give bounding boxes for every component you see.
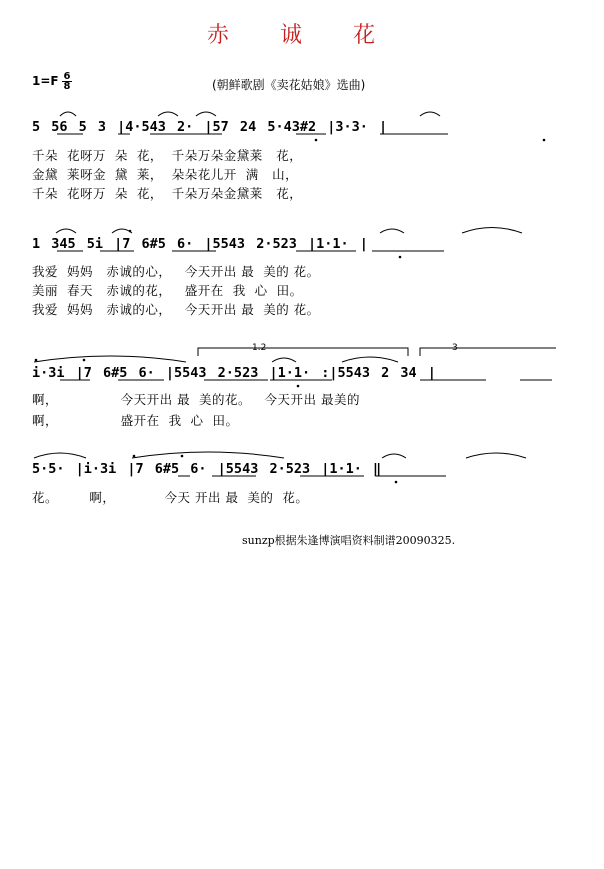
lyric-line-1-verse-2: 金黛 莱呀金 黛 莱， 朵朵花儿开 满 山， (32, 167, 299, 182)
octave-dot (181, 455, 184, 458)
octave-dot (543, 139, 546, 142)
time-signature-bottom: 8 (63, 81, 71, 92)
lyric-line-2-verse-2: 美丽 春天 赤诚的花， 盛开在 我 心 田。 (32, 283, 303, 298)
octave-dot (133, 455, 136, 458)
octave-dot (315, 139, 318, 142)
slur-mark (466, 453, 526, 458)
octave-dot (129, 230, 132, 233)
notation-line-4: 5·5· |i·3i |7 6#5 6· |5543 2·523 |1·1· ‖ (32, 461, 382, 477)
lyric-line-2-verse-3: 我爱 妈妈 赤诚的心， 今天开出 最 美的 花。 (32, 302, 320, 317)
slur-mark (60, 112, 76, 116)
slur-mark (132, 452, 284, 458)
slur-mark (56, 229, 76, 233)
lyric-line-2-verse-1: 我爱 妈妈 赤诚的心， 今天开出 最 美的 花。 (32, 264, 320, 279)
lyric-line-1-verse-3: 千朵 花呀万 朵 花， 千朵万朵金黛莱 花， (32, 186, 303, 201)
slur-mark (420, 112, 440, 116)
credit-line: sunzp根据朱逢博演唱资料制谱20090325. (242, 534, 456, 547)
volta-1-bracket (198, 348, 408, 356)
octave-dot (399, 256, 402, 259)
notation-line-3: i·3i |7 6#5 6· |5543 2·523 |1·1· :|5543 2 34 | (32, 365, 436, 381)
slur-mark (196, 112, 216, 116)
lyric-line-1-verse-1: 千朵 花呀万 朵 花， 千朵万朵金黛莱 花， (32, 148, 303, 163)
slur-mark (342, 357, 398, 362)
slur-mark (34, 356, 186, 362)
lyric-line-3-verse-1: 啊， 今天开出 最 美的花。 今天开出 最美的 (32, 392, 360, 407)
lyric-line-3-verse-2: 啊， 盛开在 我 心 田。 (32, 413, 239, 428)
slur-mark (382, 454, 406, 458)
subtitle: (朝鲜歌剧《卖花姑娘》选曲) (212, 78, 366, 92)
volta-1-label: 1.2 (252, 343, 267, 353)
octave-dot (35, 359, 38, 362)
slur-mark (462, 228, 522, 234)
song-title: 赤 诚 花 (207, 23, 397, 48)
octave-dot (297, 385, 300, 388)
notation-line-2: 1 345 5i |7 6#5 6· |5543 2·523 |1·1· | (32, 236, 368, 252)
notation-line-1: 5 56 5 3 |4·543 2· |57 24 5·43#2 |3·3· | (32, 119, 388, 135)
slur-mark (34, 453, 86, 458)
slur-mark (272, 358, 296, 362)
key-signature: 1=F (32, 74, 59, 88)
time-signature-top: 6 (63, 71, 71, 82)
slur-mark (380, 229, 404, 233)
octave-dot (395, 481, 398, 484)
volta-2-bracket (420, 348, 556, 356)
volta-2-label: 3 (452, 343, 458, 353)
slur-mark (158, 112, 178, 116)
lyric-line-4-verse-1: 花。 啊， 今天 开出 最 美的 花。 (32, 490, 309, 505)
octave-dot (83, 359, 86, 362)
